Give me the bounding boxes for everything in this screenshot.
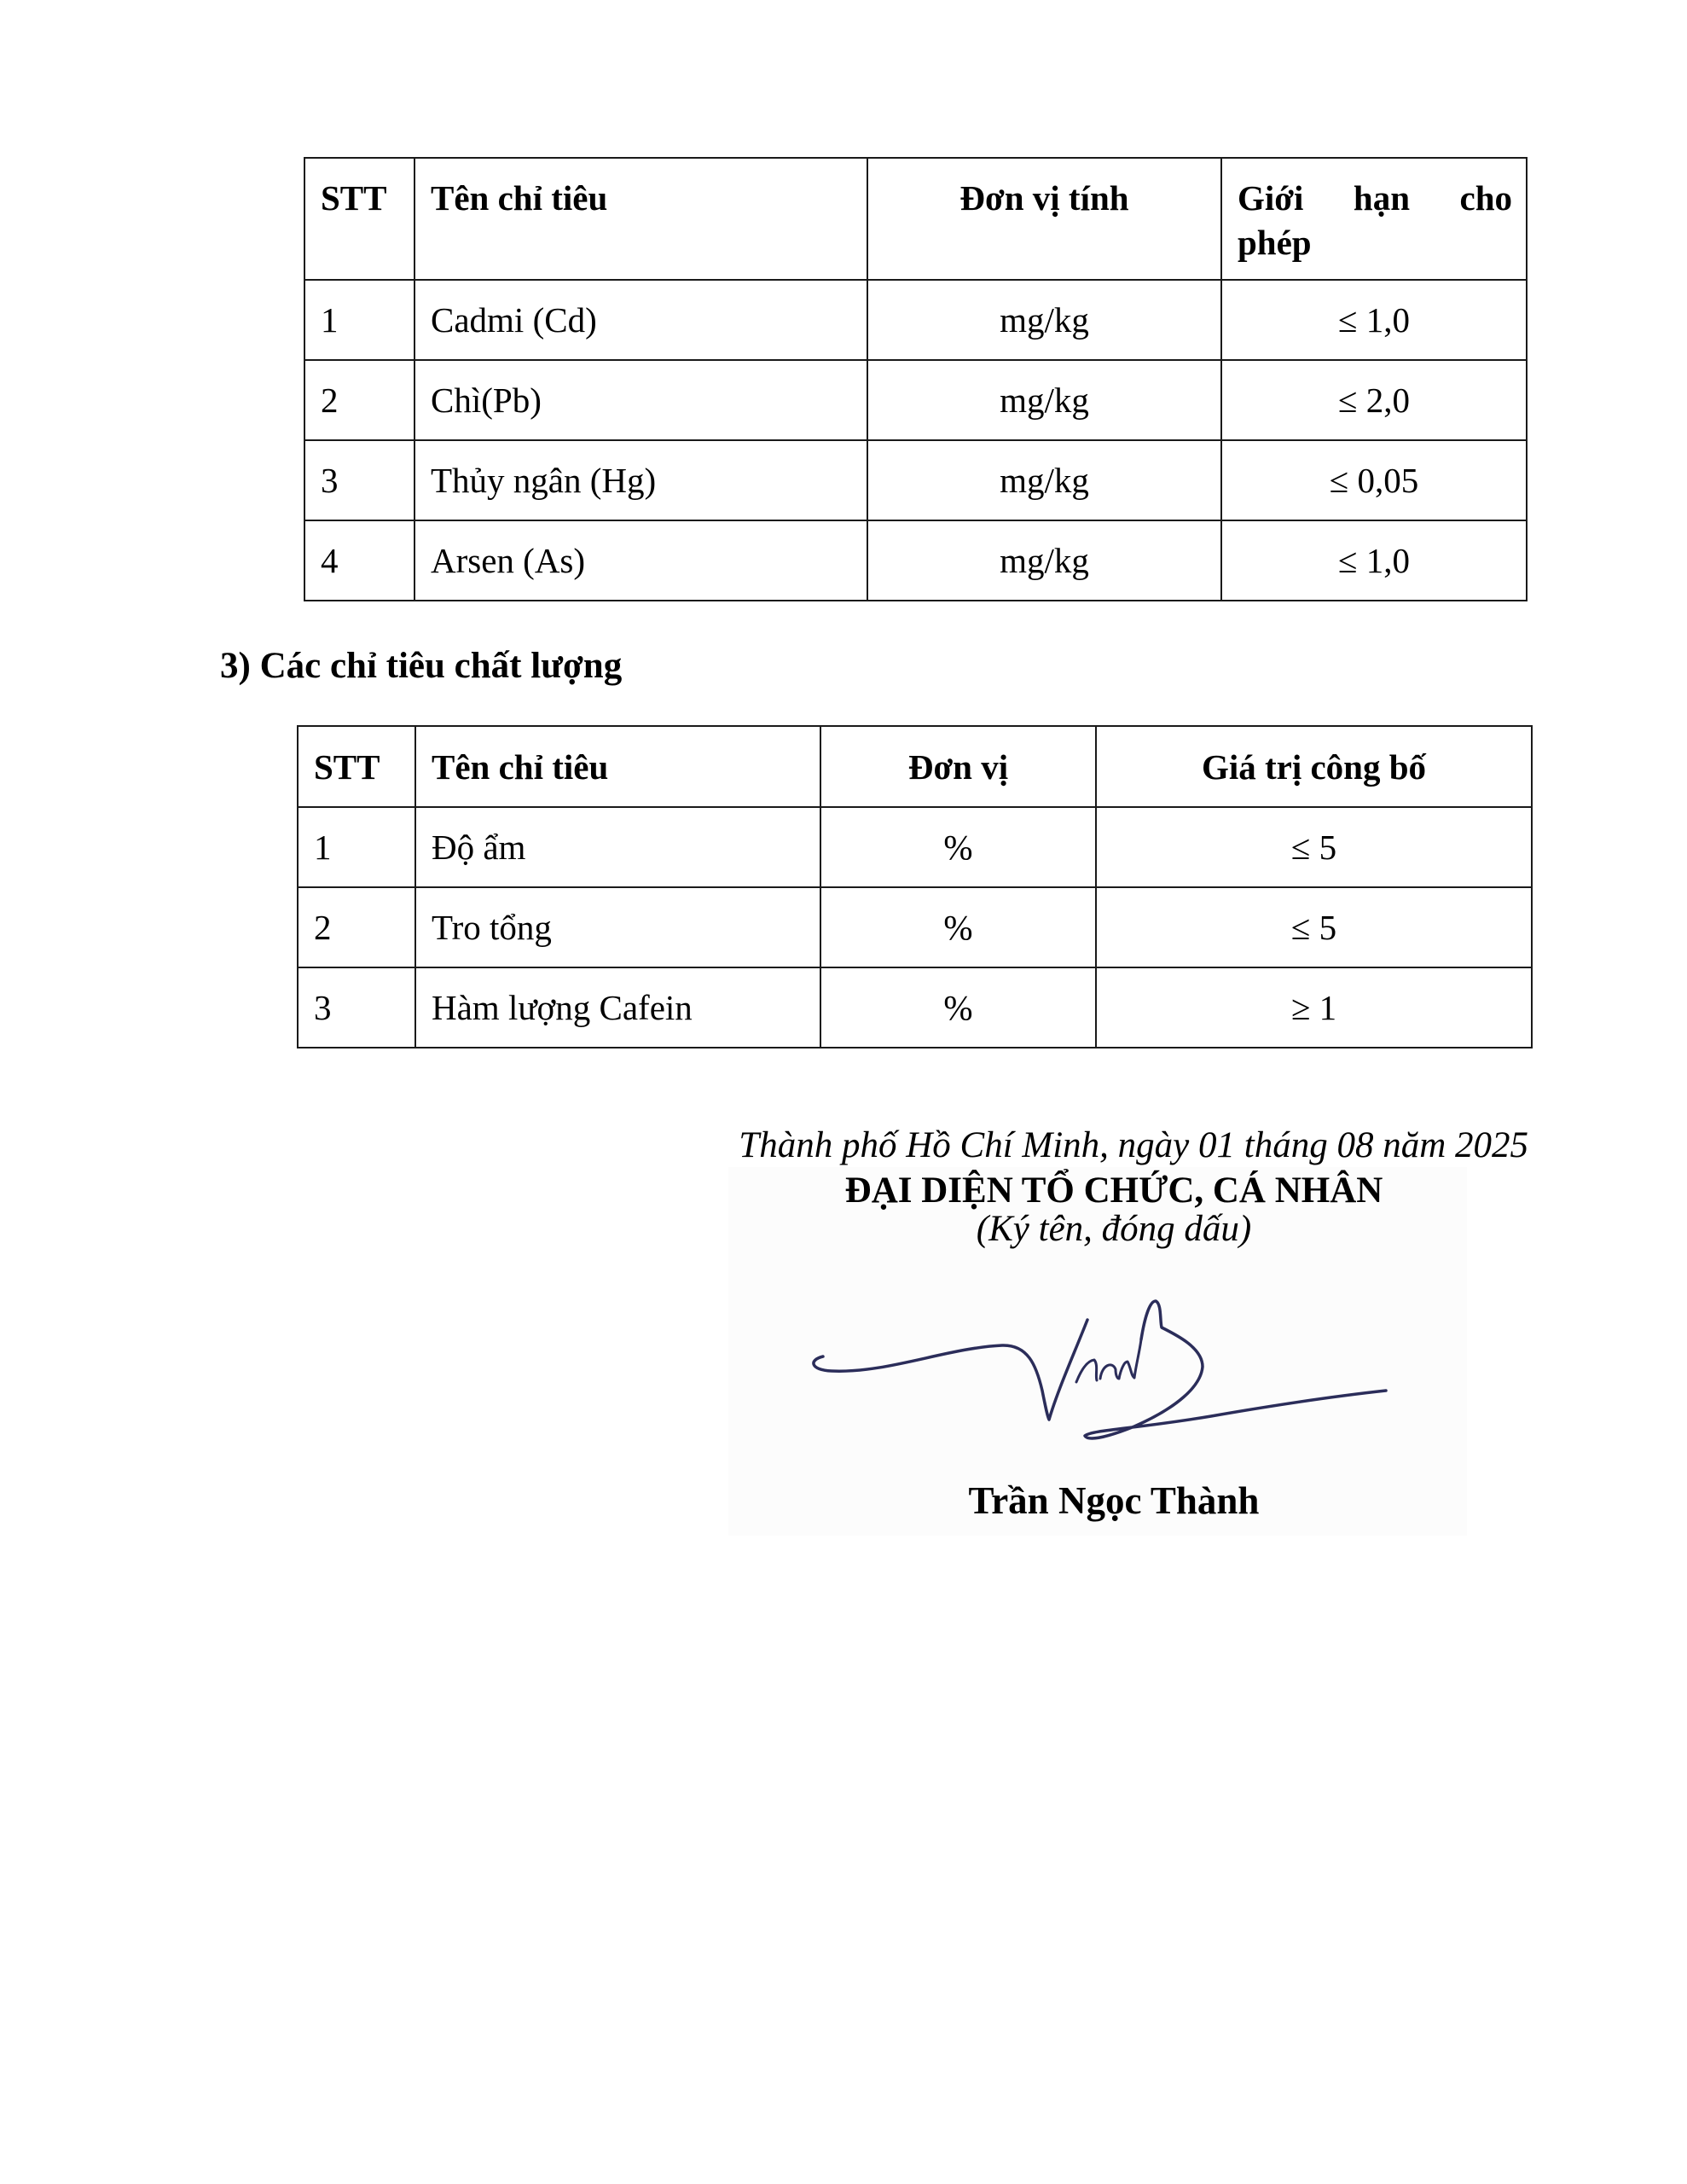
date-line: Thành phố Hồ Chí Minh, ngày 01 tháng 08 năm 2025: [739, 1125, 1528, 1165]
header-stt: STT: [304, 158, 415, 280]
cell-stt: 3: [304, 440, 415, 520]
header-value: Giá trị công bố: [1096, 726, 1532, 807]
sign-note: (Ký tên, đóng dấu): [976, 1209, 1252, 1249]
table-row: [304, 280, 1527, 360]
cell-limit: ≤ 1,0: [1221, 520, 1527, 601]
table-row: [298, 807, 1532, 887]
table-header-row: [304, 158, 1527, 280]
table-header-row: [298, 726, 1532, 807]
section-heading: 3) Các chỉ tiêu chất lượng: [220, 646, 623, 686]
cell-value: ≥ 1: [1096, 967, 1532, 1048]
signer-name: Trần Ngọc Thành: [968, 1479, 1260, 1522]
cell-unit: %: [820, 807, 1096, 887]
cell-stt: 1: [304, 280, 415, 360]
quality-table: [297, 725, 1533, 1048]
cell-unit: mg/kg: [867, 440, 1221, 520]
header-name: Tên chỉ tiêu: [415, 158, 867, 280]
header-name: Tên chỉ tiêu: [415, 726, 820, 807]
table-row: [298, 887, 1532, 967]
cell-limit: ≤ 1,0: [1221, 280, 1527, 360]
header-limit-word: hạn: [1353, 178, 1410, 218]
cell-name: Arsen (As): [415, 520, 867, 601]
signer-role: ĐẠI DIỆN TỔ CHỨC, CÁ NHÂN: [844, 1170, 1383, 1211]
cell-limit: ≤ 2,0: [1221, 360, 1527, 440]
cell-stt: 3: [298, 967, 415, 1048]
table-row: [298, 967, 1532, 1048]
header-limit: [1221, 158, 1527, 280]
cell-name: Cadmi (Cd): [415, 280, 867, 360]
cell-name: Chì(Pb): [415, 360, 867, 440]
heavy-metals-table: [304, 157, 1528, 601]
cell-name: Độ ẩm: [415, 807, 820, 887]
cell-name: Thủy ngân (Hg): [415, 440, 867, 520]
cell-unit: mg/kg: [867, 280, 1221, 360]
cell-stt: 2: [298, 887, 415, 967]
cell-limit: ≤ 0,05: [1221, 440, 1527, 520]
table-row: [304, 440, 1527, 520]
header-stt: STT: [298, 726, 415, 807]
cell-name: Hàm lượng Cafein: [415, 967, 820, 1048]
header-unit: Đơn vị: [820, 726, 1096, 807]
header-limit-line2: phép: [1238, 223, 1312, 262]
header-limit-line1: [1238, 176, 1526, 220]
cell-unit: mg/kg: [867, 520, 1221, 601]
cell-unit: mg/kg: [867, 360, 1221, 440]
table-row: [304, 360, 1527, 440]
table-row: [304, 520, 1527, 601]
cell-value: ≤ 5: [1096, 807, 1532, 887]
cell-stt: 4: [304, 520, 415, 601]
cell-value: ≤ 5: [1096, 887, 1532, 967]
cell-stt: 1: [298, 807, 415, 887]
cell-name: Tro tổng: [415, 887, 820, 967]
header-limit-word: Giới: [1238, 178, 1304, 218]
cell-unit: %: [820, 887, 1096, 967]
cell-stt: 2: [304, 360, 415, 440]
header-unit: Đơn vị tính: [867, 158, 1221, 280]
header-limit-word: cho: [1459, 178, 1512, 218]
cell-unit: %: [820, 967, 1096, 1048]
